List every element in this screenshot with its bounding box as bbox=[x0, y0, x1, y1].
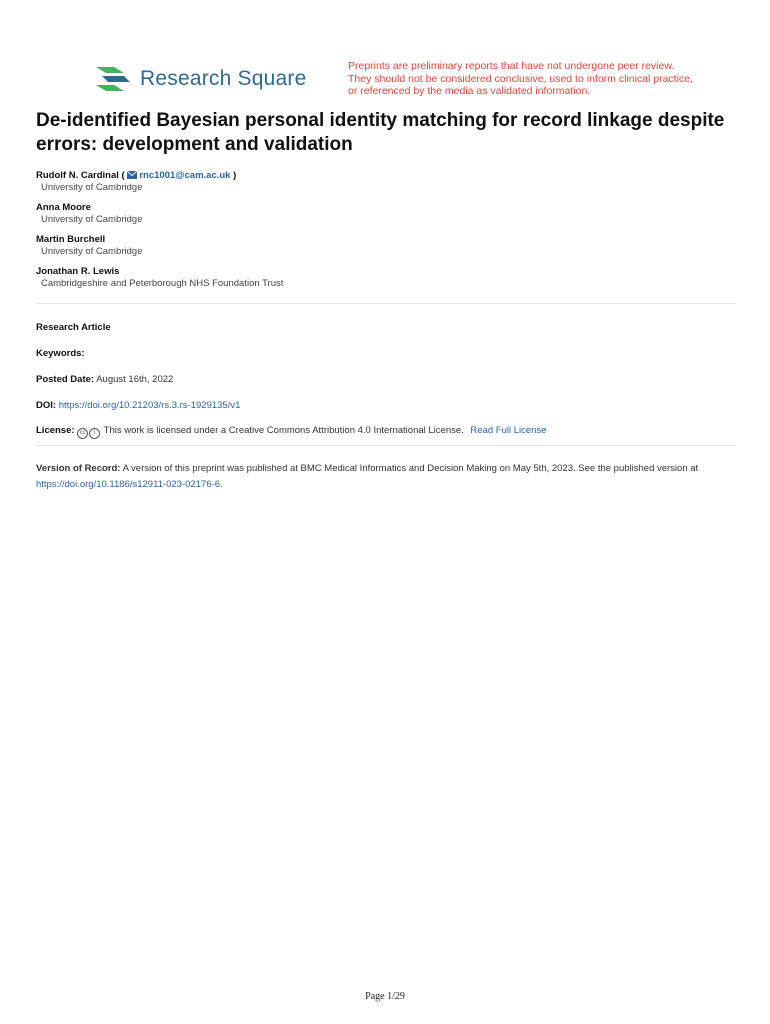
logo-text: Research Square bbox=[140, 67, 307, 90]
author-list bbox=[36, 170, 736, 298]
license: License: cc i This work is licensed under a Creative Commons Attribution 4.0 International License. Read Full License bbox=[36, 425, 756, 439]
disclaimer-line: Preprints are preliminary reports that have not undergone peer review. bbox=[348, 60, 675, 72]
author-name: Anna Moore bbox=[36, 202, 91, 213]
mail-icon bbox=[127, 171, 137, 179]
author-affiliation: University of Cambridge bbox=[41, 182, 143, 193]
divider bbox=[36, 303, 736, 304]
article-title: De-identified Bayesian personal identity matching for record linkage despite errors: development and validation bbox=[36, 110, 725, 155]
preprint-disclaimer bbox=[348, 60, 708, 98]
page-header bbox=[0, 0, 770, 110]
author-name: Martin Burchell bbox=[36, 234, 106, 245]
version-of-record: Version of Record: A version of this preprint was published at BMC Medical Informatics and Decision Making on May 5th, 2023. See the published version at https://doi.org/10.1186/s12911-023-02176-6. bbox=[36, 463, 699, 490]
attribution-icon: i bbox=[89, 428, 100, 439]
author-affiliation: University of Cambridge bbox=[41, 246, 143, 257]
author-name: Jonathan R. Lewis bbox=[36, 266, 120, 277]
divider bbox=[36, 445, 736, 446]
posted-date: Posted Date: August 16th, 2022 bbox=[36, 374, 174, 385]
doi-link[interactable]: https://doi.org/10.21203/rs.3.rs-1929135/v1 bbox=[58, 400, 241, 411]
disclaimer-line: or referenced by the media as validated information. bbox=[348, 85, 591, 97]
author-affiliation: Cambridgeshire and Peterborough NHS Foundation Trust bbox=[41, 278, 284, 289]
keywords: Keywords: bbox=[36, 348, 85, 359]
doi: DOI: https://doi.org/10.21203/rs.3.rs-1929135/v1 bbox=[36, 400, 241, 411]
disclaimer-line: They should not be considered conclusive, used to inform clinical practice, bbox=[348, 72, 693, 85]
author-name: Rudolf N. Cardinal ( rnc1001@cam.ac.uk ) bbox=[36, 170, 237, 181]
license-text: This work is licensed under a Creative Commons Attribution 4.0 International License. bbox=[103, 425, 464, 436]
page-number: Page 1/29 bbox=[365, 991, 405, 1002]
author-affiliation: University of Cambridge bbox=[41, 214, 143, 225]
read-full-license-link[interactable]: Read Full License bbox=[470, 425, 547, 436]
cc-icon: cc bbox=[77, 428, 88, 439]
research-square-logo-icon bbox=[94, 63, 132, 95]
article-type: Research Article bbox=[36, 322, 111, 333]
research-square-logo[interactable] bbox=[94, 63, 306, 95]
author-email-link[interactable]: rnc1001@cam.ac.uk bbox=[139, 170, 231, 181]
published-version-link[interactable]: https://doi.org/10.1186/s12911-023-02176-6 bbox=[36, 479, 220, 490]
